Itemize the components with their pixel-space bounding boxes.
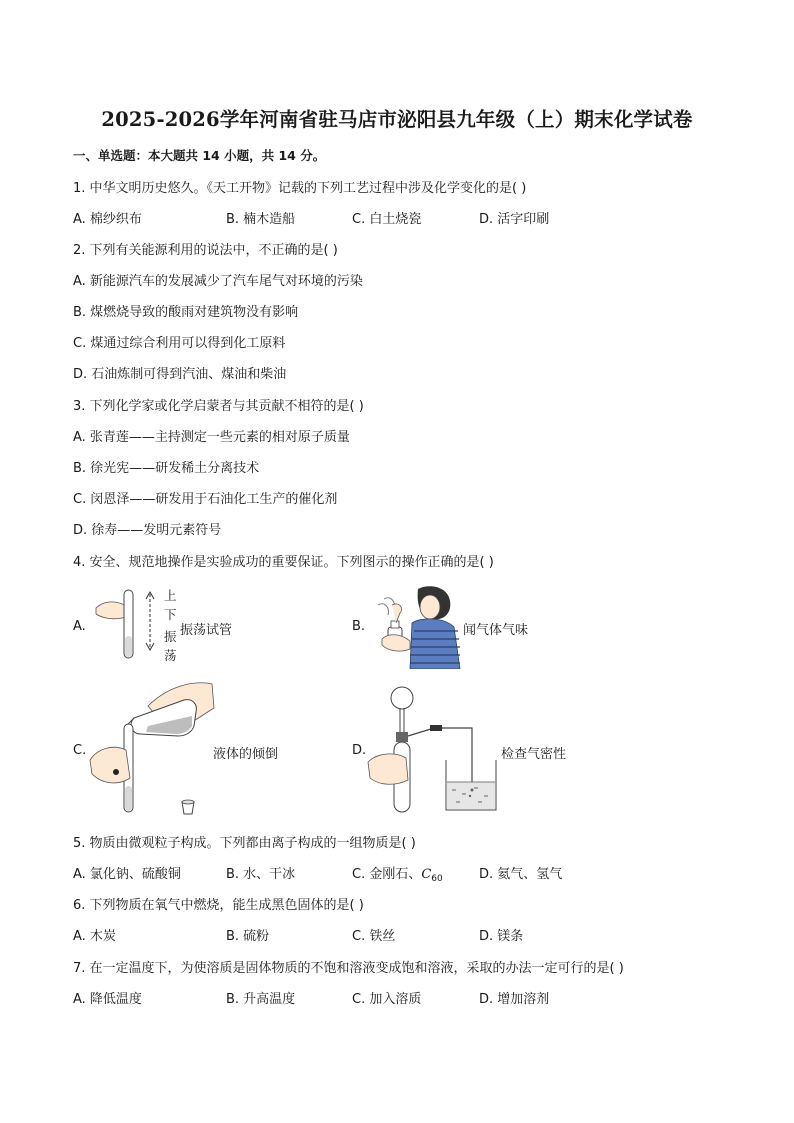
q2-option-d: D. 石油炼制可得到汽油、煤油和柴油 (73, 367, 287, 382)
question-7-stem: 7. 在一定温度下，为使溶质是固体物质的不饱和溶液变成饱和溶液，采取的办法一定可行的是( ) (73, 961, 624, 976)
q7-option-c: C. 加入溶质 (352, 992, 422, 1007)
q7-option-d: D. 增加溶剂 (479, 992, 550, 1007)
c60-symbol: C (421, 867, 432, 882)
q5-option-c (352, 863, 443, 884)
q2-option-c: C. 煤通过综合利用可以得到化工原料 (73, 336, 286, 351)
q2-option-a: A. 新能源汽车的发展减少了汽车尾气对环境的污染 (73, 274, 363, 289)
question-1-stem: 1. 中华文明历史悠久。《天工开物》记载的下列工艺过程中涉及化学变化的是( ) (73, 181, 527, 196)
q6-option-c: C. 铁丝 (352, 929, 396, 944)
shake-label-shake1: 振 (164, 629, 177, 644)
question-2-stem: 2. 下列有关能源利用的说法中，不正确的是( ) (73, 243, 338, 258)
shake-label-shake2: 荡 (164, 648, 177, 663)
shake-label-up: 上 (164, 588, 177, 603)
q1-option-a: A. 棉纱织布 (73, 212, 142, 227)
question-4-stem: 4. 安全、规范地操作是实验成功的重要保证。下列图示的操作正确的是( ) (73, 555, 494, 570)
q3-option-b: B. 徐光宪——研发稀土分离技术 (73, 461, 260, 476)
q7-option-a: A. 降低温度 (73, 992, 142, 1007)
smelling-gas-figure (370, 583, 462, 669)
q4-option-c-letter: C. (73, 743, 87, 758)
q1-option-b: B. 楠木造船 (226, 212, 296, 227)
q2-option-b: B. 煤燃烧导致的酸雨对建筑物没有影响 (73, 305, 299, 320)
page-title: 2025-2026学年河南省驻马店市泌阳县九年级（上）期末化学试卷 (101, 108, 693, 131)
q5-option-b: B. 水、干冰 (226, 867, 296, 882)
q3-option-c: C. 闵恩泽——研发用于石油化工生产的催化剂 (73, 492, 338, 507)
pouring-liquid-figure (88, 678, 218, 820)
q6-option-a: A. 木炭 (73, 929, 116, 944)
q4-option-d-letter: D. (352, 743, 367, 758)
q6-option-d: D. 镁条 (479, 929, 524, 944)
shake-label-down: 下 (164, 607, 177, 622)
q1-option-c: C. 白土烧瓷 (352, 212, 422, 227)
q1-option-d: D. 活字印刷 (479, 212, 550, 227)
q4-option-b-letter: B. (352, 619, 366, 634)
q7-option-b: B. 升高温度 (226, 992, 296, 1007)
question-6-stem: 6. 下列物质在氧气中燃烧，能生成黑色固体的是( ) (73, 898, 364, 913)
q4-option-d-caption: 检查气密性 (501, 747, 567, 762)
question-3-stem: 3. 下列化学家或化学启蒙者与其贡献不相符的是( ) (73, 399, 364, 414)
q3-option-a: A. 张青莲——主持测定一些元素的相对原子质量 (73, 430, 350, 445)
q4-option-a-letter: A. (73, 619, 86, 634)
section-heading: 一、单选题：本大题共 14 小题，共 14 分。 (73, 148, 326, 163)
q5-option-d: D. 氦气、氢气 (479, 867, 563, 882)
q3-option-d: D. 徐寿——发明元素符号 (73, 523, 222, 538)
q6-option-b: B. 硫粉 (226, 929, 270, 944)
q4-option-c-caption: 液体的倾倒 (213, 747, 279, 762)
q4-option-b-caption: 闻气体气味 (463, 623, 529, 638)
question-5-stem: 5. 物质由微观粒子构成。下列都由离子构成的一组物质是( ) (73, 836, 416, 851)
q4-option-a-caption: 振荡试管 (180, 623, 233, 638)
q5-option-a: A. 氯化钠、硫酸铜 (73, 867, 181, 882)
c60-subscript: 60 (431, 874, 443, 884)
q5-option-c-text: C. 金刚石、 (352, 867, 422, 882)
airtightness-check-figure (366, 686, 500, 816)
